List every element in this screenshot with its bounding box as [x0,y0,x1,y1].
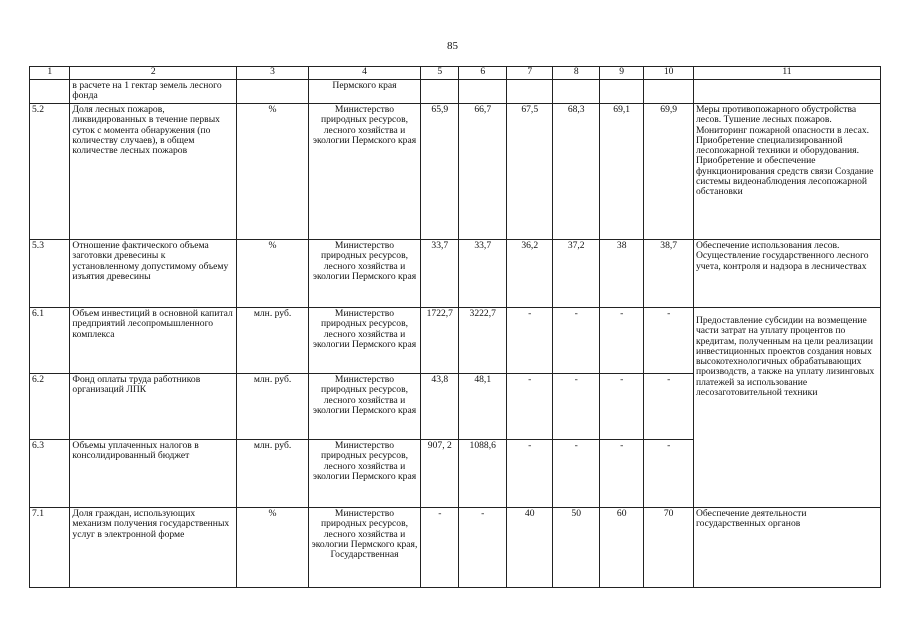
row-executor: Министерство природных ресурсов, лесного хозяйства и экологии Пермского края [308,308,420,374]
row-value: 1088,6 [459,440,507,508]
row-value: - [644,374,694,440]
row-value: - [421,508,459,588]
table-row [30,508,881,588]
row-value: 1722,7 [421,308,459,374]
row-unit: % [237,104,309,240]
header-col-4: 4 [308,67,420,80]
row-indicator: Отношение фактического объема заготовки древесины к установленному допустимому объему изъятия древесины [70,240,237,308]
row-value: 36,2 [506,240,552,308]
row-indicator: Объем инвестиций в основной капитал предприятий лесопромышленного комплекса [70,308,237,374]
row-unit: % [237,508,309,588]
row-value: 69,9 [644,104,694,240]
row-number: 6.2 [30,374,70,440]
table-row [30,308,881,374]
row-value: 37,2 [553,240,599,308]
header-col-11: 11 [693,67,880,80]
row-value: 33,7 [421,240,459,308]
table-row [30,240,881,308]
row-value: - [644,440,694,508]
row-number: 6.3 [30,440,70,508]
row-indicator: Фонд оплаты труда работников организаций ЛПК [70,374,237,440]
page-number: 85 [447,40,458,52]
row-number: 5.2 [30,104,70,240]
row-unit: млн. руб. [237,440,309,508]
header-col-10: 10 [644,67,694,80]
header-row [30,67,881,80]
row-measures: Обеспечение использования лесов. Осуществление государственного лесного учета, контроля и надзора в лесничествах [693,240,880,308]
row-value: - [553,374,599,440]
row-value: 70 [644,508,694,588]
cell-indicator: в расчете на 1 гектар земель лесного фонда [70,80,237,104]
row-unit: млн. руб. [237,308,309,374]
continuation-row [30,80,881,104]
row-number: 6.1 [30,308,70,374]
cell-executor: Пермского края [308,80,420,104]
row-value: 3222,7 [459,308,507,374]
row-value: - [599,374,643,440]
table-row [30,104,881,240]
row-value: - [599,308,643,374]
row-number: 7.1 [30,508,70,588]
row-executor: Министерство природных ресурсов, лесного хозяйства и экологии Пермского края [308,104,420,240]
row-value: 68,3 [553,104,599,240]
row-indicator: Доля лесных пожаров, ликвидированных в течение первых суток с момента обнаружения (по количеству случаев), в общем количестве лесных пожаров [70,104,237,240]
cell-value [421,80,459,104]
row-value: - [553,440,599,508]
header-col-5: 5 [421,67,459,80]
cell-value [459,80,507,104]
row-value: 60 [599,508,643,588]
row-value: 907, 2 [421,440,459,508]
header-col-6: 6 [459,67,507,80]
row-value: - [599,440,643,508]
cell-measures [693,80,880,104]
row-unit: млн. руб. [237,374,309,440]
header-col-3: 3 [237,67,309,80]
row-executor: Министерство природных ресурсов, лесного хозяйства и экологии Пермского края [308,374,420,440]
header-col-7: 7 [506,67,552,80]
cell-unit [237,80,309,104]
row-measures: Меры противопожарного обустройства лесов. Тушение лесных пожаров. Мониторинг пожарной опасности в лесах. Приобретение специализированной лесопожарной техники и оборудования. Приобретение и обеспечение функционирования средств связи Создание системы видеонаблюдения лесопожарной обстановки [693,104,880,240]
row-value: - [506,374,552,440]
row-value: 38,7 [644,240,694,308]
header-col-8: 8 [553,67,599,80]
row-value: 67,5 [506,104,552,240]
row-executor: Министерство природных ресурсов, лесного хозяйства и экологии Пермского края [308,440,420,508]
row-value: - [553,308,599,374]
row-number: 5.3 [30,240,70,308]
row-value: 69,1 [599,104,643,240]
row-value: 66,7 [459,104,507,240]
row-value: - [644,308,694,374]
row-value: - [506,440,552,508]
header-col-2: 2 [70,67,237,80]
row-measures: Предоставление субсидии на возмещение части затрат на уплату процентов по кредитам, полученным на цели реализации инвестиционных проектов создания новых высокотехнологичных обрабатывающих производств, а также на уплату лизинговых платежей за использование лесозаготовительной техники [693,308,880,508]
row-value: 40 [506,508,552,588]
row-indicator: Доля граждан, использующих механизм получения государственных услуг в электронной форме [70,508,237,588]
header-col-9: 9 [599,67,643,80]
row-value: 50 [553,508,599,588]
row-measures: Обеспечение деятельности государственных органов [693,508,880,588]
row-executor: Министерство природных ресурсов, лесного хозяйства и экологии Пермского края [308,240,420,308]
row-value: - [459,508,507,588]
row-value: 65,9 [421,104,459,240]
row-value: - [506,308,552,374]
row-value: 48,1 [459,374,507,440]
row-indicator: Объемы уплаченных налогов в консолидированный бюджет [70,440,237,508]
indicators-table [29,66,881,588]
cell-value [599,80,643,104]
cell-num [30,80,70,104]
header-col-1: 1 [30,67,70,80]
cell-value [506,80,552,104]
cell-value [644,80,694,104]
row-value: 43,8 [421,374,459,440]
row-unit: % [237,240,309,308]
row-value: 38 [599,240,643,308]
row-value: 33,7 [459,240,507,308]
cell-value [553,80,599,104]
row-executor: Министерство природных ресурсов, лесного хозяйства и экологии Пермского края, Государственная [308,508,420,588]
